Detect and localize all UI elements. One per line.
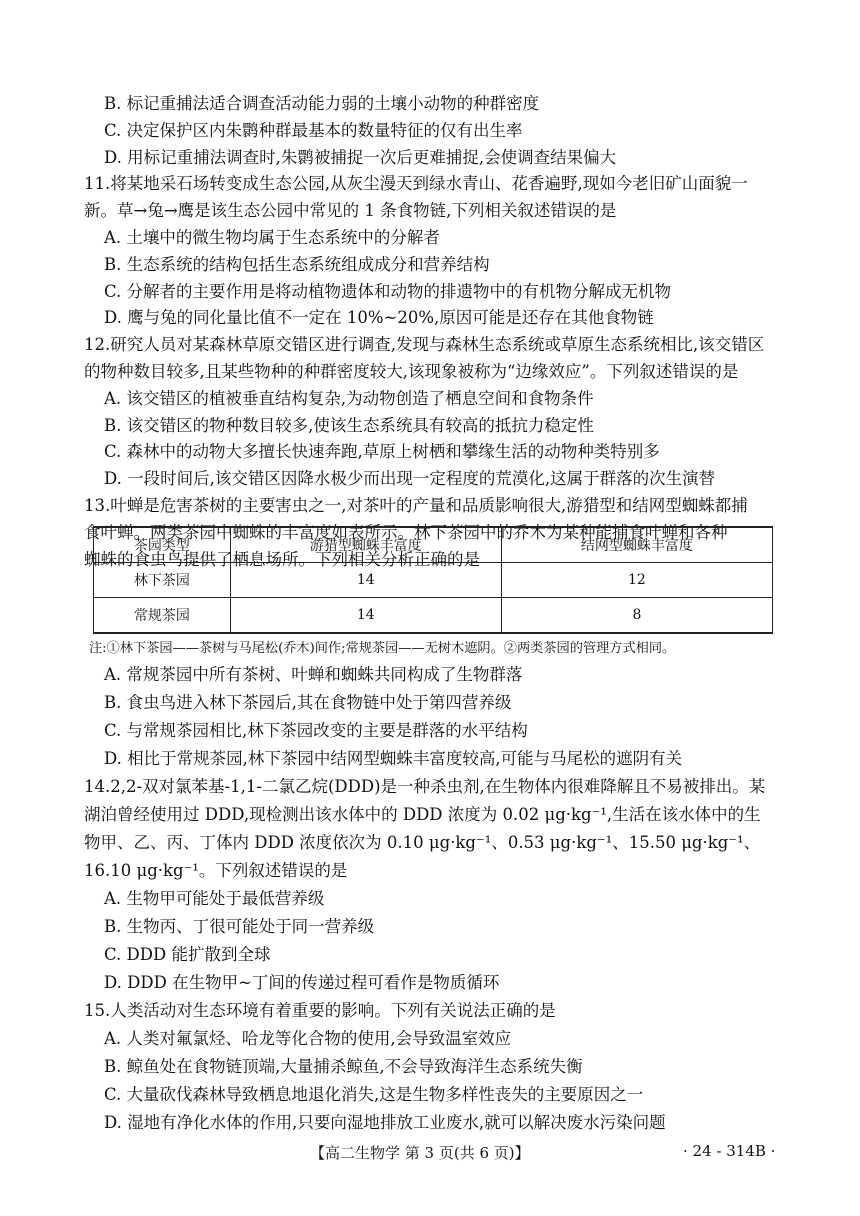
q10-option-d: D. 用标记重捕法调查时,朱鹮被捕捉一次后更难捕捉,会使调查结果偏大	[104, 148, 617, 167]
q10-option-b: B. 标记重捕法适合调查活动能力弱的土壤小动物的种群密度	[104, 94, 540, 113]
table-cell: 常规茶园	[94, 598, 231, 634]
table-cell: 14	[230, 563, 501, 598]
q14-stem-line-2: 湖泊曾经使用过 DDD,现检测出该水体中的 DDD 浓度为 0.02 μg·kg⁻¹,生活在该水体中的生	[84, 805, 761, 824]
q14-stem-line-4: 16.10 μg·kg⁻¹。下列叙述错误的是	[84, 861, 348, 880]
q12-option-c: C. 森林中的动物大多擅长快速奔跑,草原上树栖和攀缘生活的动物种类特别多	[104, 442, 660, 461]
q12-option-b: B. 该交错区的物种数目较多,使该生态系统具有较高的抵抗力稳定性	[104, 416, 594, 435]
q15-option-a: A. 人类对氟氯烃、哈龙等化合物的使用,会导致温室效应	[104, 1029, 512, 1048]
q13-option-b: B. 食虫鸟进入林下茶园后,其在食物链中处于第四营养级	[104, 693, 512, 712]
q13-option-a: A. 常规茶园中所有茶树、叶蝉和蜘蛛共同构成了生物群落	[104, 665, 523, 684]
q11-option-c: C. 分解者的主要作用是将动植物遗体和动物的排遗物中的有机物分解成无机物	[104, 282, 672, 301]
table-note: 注:①林下茶园——茶树与马尾松(乔木)间作;常规茶园——无树木遮阴。②两类茶园的管理方式相同。	[89, 641, 676, 656]
table-cell: 12	[501, 563, 772, 598]
q11-stem-line-2: 新。草→兔→鹰是该生态公园中常见的 1 条食物链,下列相关叙述错误的是	[84, 201, 617, 220]
table-row	[94, 598, 773, 634]
q13-stem-line-3: 蜘蛛的食虫鸟提供了栖息场所。下列相关分析正确的是	[84, 550, 480, 569]
paper-code: · 24 - 314B ·	[683, 1142, 776, 1160]
q14-option-d: D. DDD 在生物甲~丁间的传递过程可看作是物质循环	[104, 973, 500, 992]
q13-option-d: D. 相比于常规茶园,林下茶园中结网型蜘蛛丰富度较高,可能与马尾松的遮阴有关	[104, 749, 683, 768]
q15-stem: 15.人类活动对生态环境有着重要的影响。下列有关说法正确的是	[84, 1001, 556, 1020]
q11-option-d: D. 鹰与兔的同化量比值不一定在 10%~20%,原因可能是还存在其他食物链	[104, 308, 654, 327]
q13-stem-line-1: 13.叶蝉是危害茶树的主要害虫之一,对茶叶的产量和品质影响很大,游猎型和结网型蜘蛛都捕	[84, 496, 748, 515]
q14-option-a: A. 生物甲可能处于最低营养级	[104, 889, 325, 908]
q12-option-a: A. 该交错区的植被垂直结构复杂,为动物创造了栖息空间和食物条件	[104, 389, 594, 408]
q12-option-d: D. 一段时间后,该交错区因降水极少而出现一定程度的荒漠化,这属于群落的次生演替	[104, 469, 716, 488]
q15-option-d: D. 湿地有净化水体的作用,只要向湿地排放工业废水,就可以解决废水污染问题	[104, 1113, 666, 1132]
q10-option-c: C. 决定保护区内朱鹮种群最基本的数量特征的仅有出生率	[104, 121, 523, 140]
q14-option-b: B. 生物丙、丁很可能处于同一营养级	[104, 917, 375, 936]
table-cell: 14	[230, 598, 501, 634]
spider-richness-table	[93, 526, 773, 634]
q14-stem-line-1: 14.2,2-双对氯苯基-1,1-二氯乙烷(DDD)是一种杀虫剂,在生物体内很难降解且不易被排出。某	[84, 777, 766, 796]
q13-stem-line-2: 食叶蝉。两类茶园中蜘蛛的丰富度如表所示。林下茶园中的乔木为某种能捕食叶蝉和各种	[84, 523, 728, 542]
q12-stem-line-2: 的物种数目较多,且某些物种的种群密度较大,该现象被称为“边缘效应”。下列叙述错误的是	[84, 362, 739, 381]
q14-stem-line-3: 物甲、乙、丙、丁体内 DDD 浓度依次为 0.10 μg·kg⁻¹、0.53 μg·kg⁻¹、15.50 μg·kg⁻¹、	[84, 833, 761, 852]
q11-stem-line-1: 11.将某地采石场转变成生态公园,从灰尘漫天到绿水青山、花香遍野,现如今老旧矿山面貌一	[84, 174, 748, 193]
table-header-cell: 茶园类型	[94, 527, 231, 563]
q15-option-b: B. 鲸鱼处在食物链顶端,大量捕杀鲸鱼,不会导致海洋生态系统失衡	[104, 1057, 583, 1076]
q14-option-c: C. DDD 能扩散到全球	[104, 945, 271, 964]
q11-option-b: B. 生态系统的结构包括生态系统组成成分和营养结构	[104, 255, 490, 274]
table-header-cell: 游猎型蜘蛛丰富度	[230, 527, 501, 563]
table-cell: 8	[501, 598, 772, 634]
q12-stem-line-1: 12.研究人员对某森林草原交错区进行调查,发现与森林生态系统或草原生态系统相比,该交错区	[84, 335, 765, 354]
q11-option-a: A. 土壤中的微生物均属于生态系统中的分解者	[104, 228, 440, 247]
table-cell: 林下茶园	[94, 563, 231, 598]
q15-option-c: C. 大量砍伐森林导致栖息地退化消失,这是生物多样性丧失的主要原因之一	[104, 1085, 644, 1104]
page-footer: 【高二生物学 第 3 页(共 6 页)】	[310, 1144, 530, 1162]
table-header-cell: 结网型蜘蛛丰富度	[501, 527, 772, 563]
q13-option-c: C. 与常规茶园相比,林下茶园改变的主要是群落的水平结构	[104, 721, 528, 740]
